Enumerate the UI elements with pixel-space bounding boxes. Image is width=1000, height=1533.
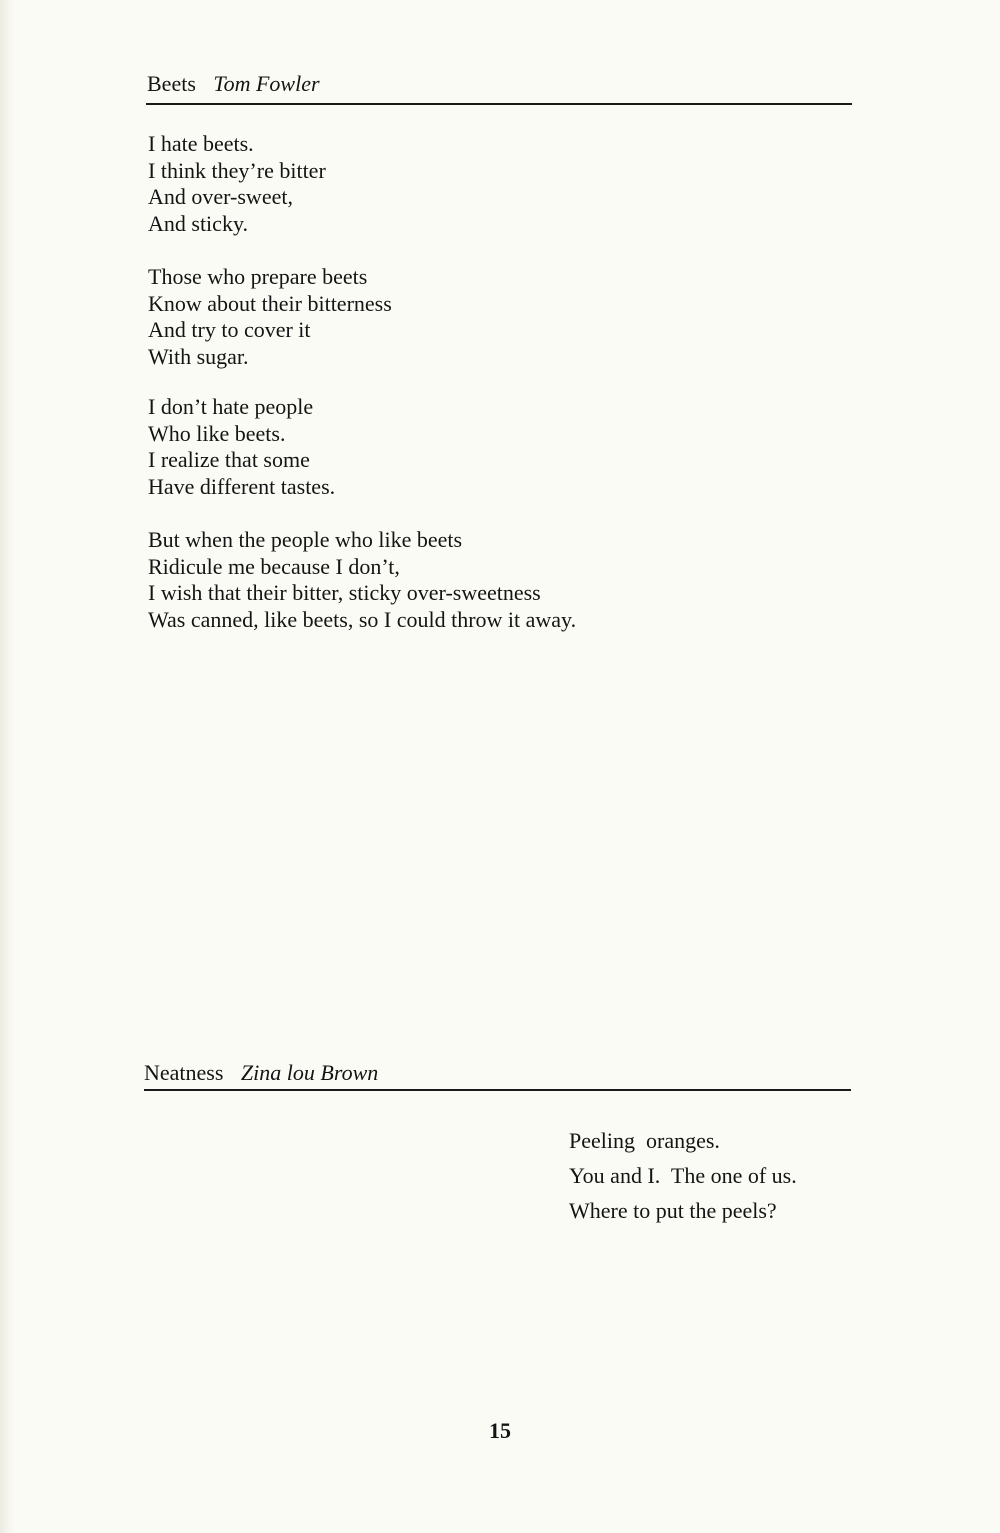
poem-line: Know about their bitterness xyxy=(148,290,392,316)
poem-line: Who like beets. xyxy=(148,420,286,446)
header-rule xyxy=(146,103,852,105)
poem-line: And over-sweet, xyxy=(148,184,293,209)
poem-line: Those who prepare beets xyxy=(148,264,368,289)
poem-header-beets xyxy=(147,71,852,101)
poem-author: Tom Fowler xyxy=(213,71,320,96)
poem-line: I think they’re bitter xyxy=(148,157,326,183)
haiku-body xyxy=(569,1123,797,1228)
poem-line: Peeling oranges. xyxy=(569,1128,720,1153)
poem-line: Was canned, like beets, so I could throw it away. xyxy=(148,606,577,632)
poem-author: Zina lou Brown xyxy=(240,1060,379,1085)
poem-line: With sugar. xyxy=(148,343,249,369)
poem-line: I realize that some xyxy=(148,447,310,472)
stanza-1 xyxy=(148,131,326,237)
poem-line: And try to cover it xyxy=(148,317,311,342)
poem-line: I hate beets. xyxy=(148,131,254,156)
poem-header-neatness xyxy=(144,1060,849,1090)
poem-line: Where to put the peels? xyxy=(569,1198,777,1223)
poem-line: And sticky. xyxy=(148,210,249,236)
stanza-2 xyxy=(148,264,392,370)
page-edge-shadow xyxy=(0,0,14,1533)
poem-line: I wish that their bitter, sticky over-sweetness xyxy=(148,580,541,605)
poem-title: Neatness xyxy=(144,1060,224,1085)
poem-line: You and I. The one of us. xyxy=(569,1163,797,1188)
page-number: 15 xyxy=(489,1418,511,1443)
stanza-3 xyxy=(148,394,335,500)
stanza-4 xyxy=(148,527,576,633)
poem-line: But when the people who like beets xyxy=(148,527,463,552)
header-rule xyxy=(144,1089,851,1091)
poem-title: Beets xyxy=(147,71,196,96)
poem-line: Have different tastes. xyxy=(148,473,336,499)
poem-line: Ridicule me because I don’t, xyxy=(148,553,400,579)
poem-line: I don’t hate people xyxy=(148,394,314,419)
